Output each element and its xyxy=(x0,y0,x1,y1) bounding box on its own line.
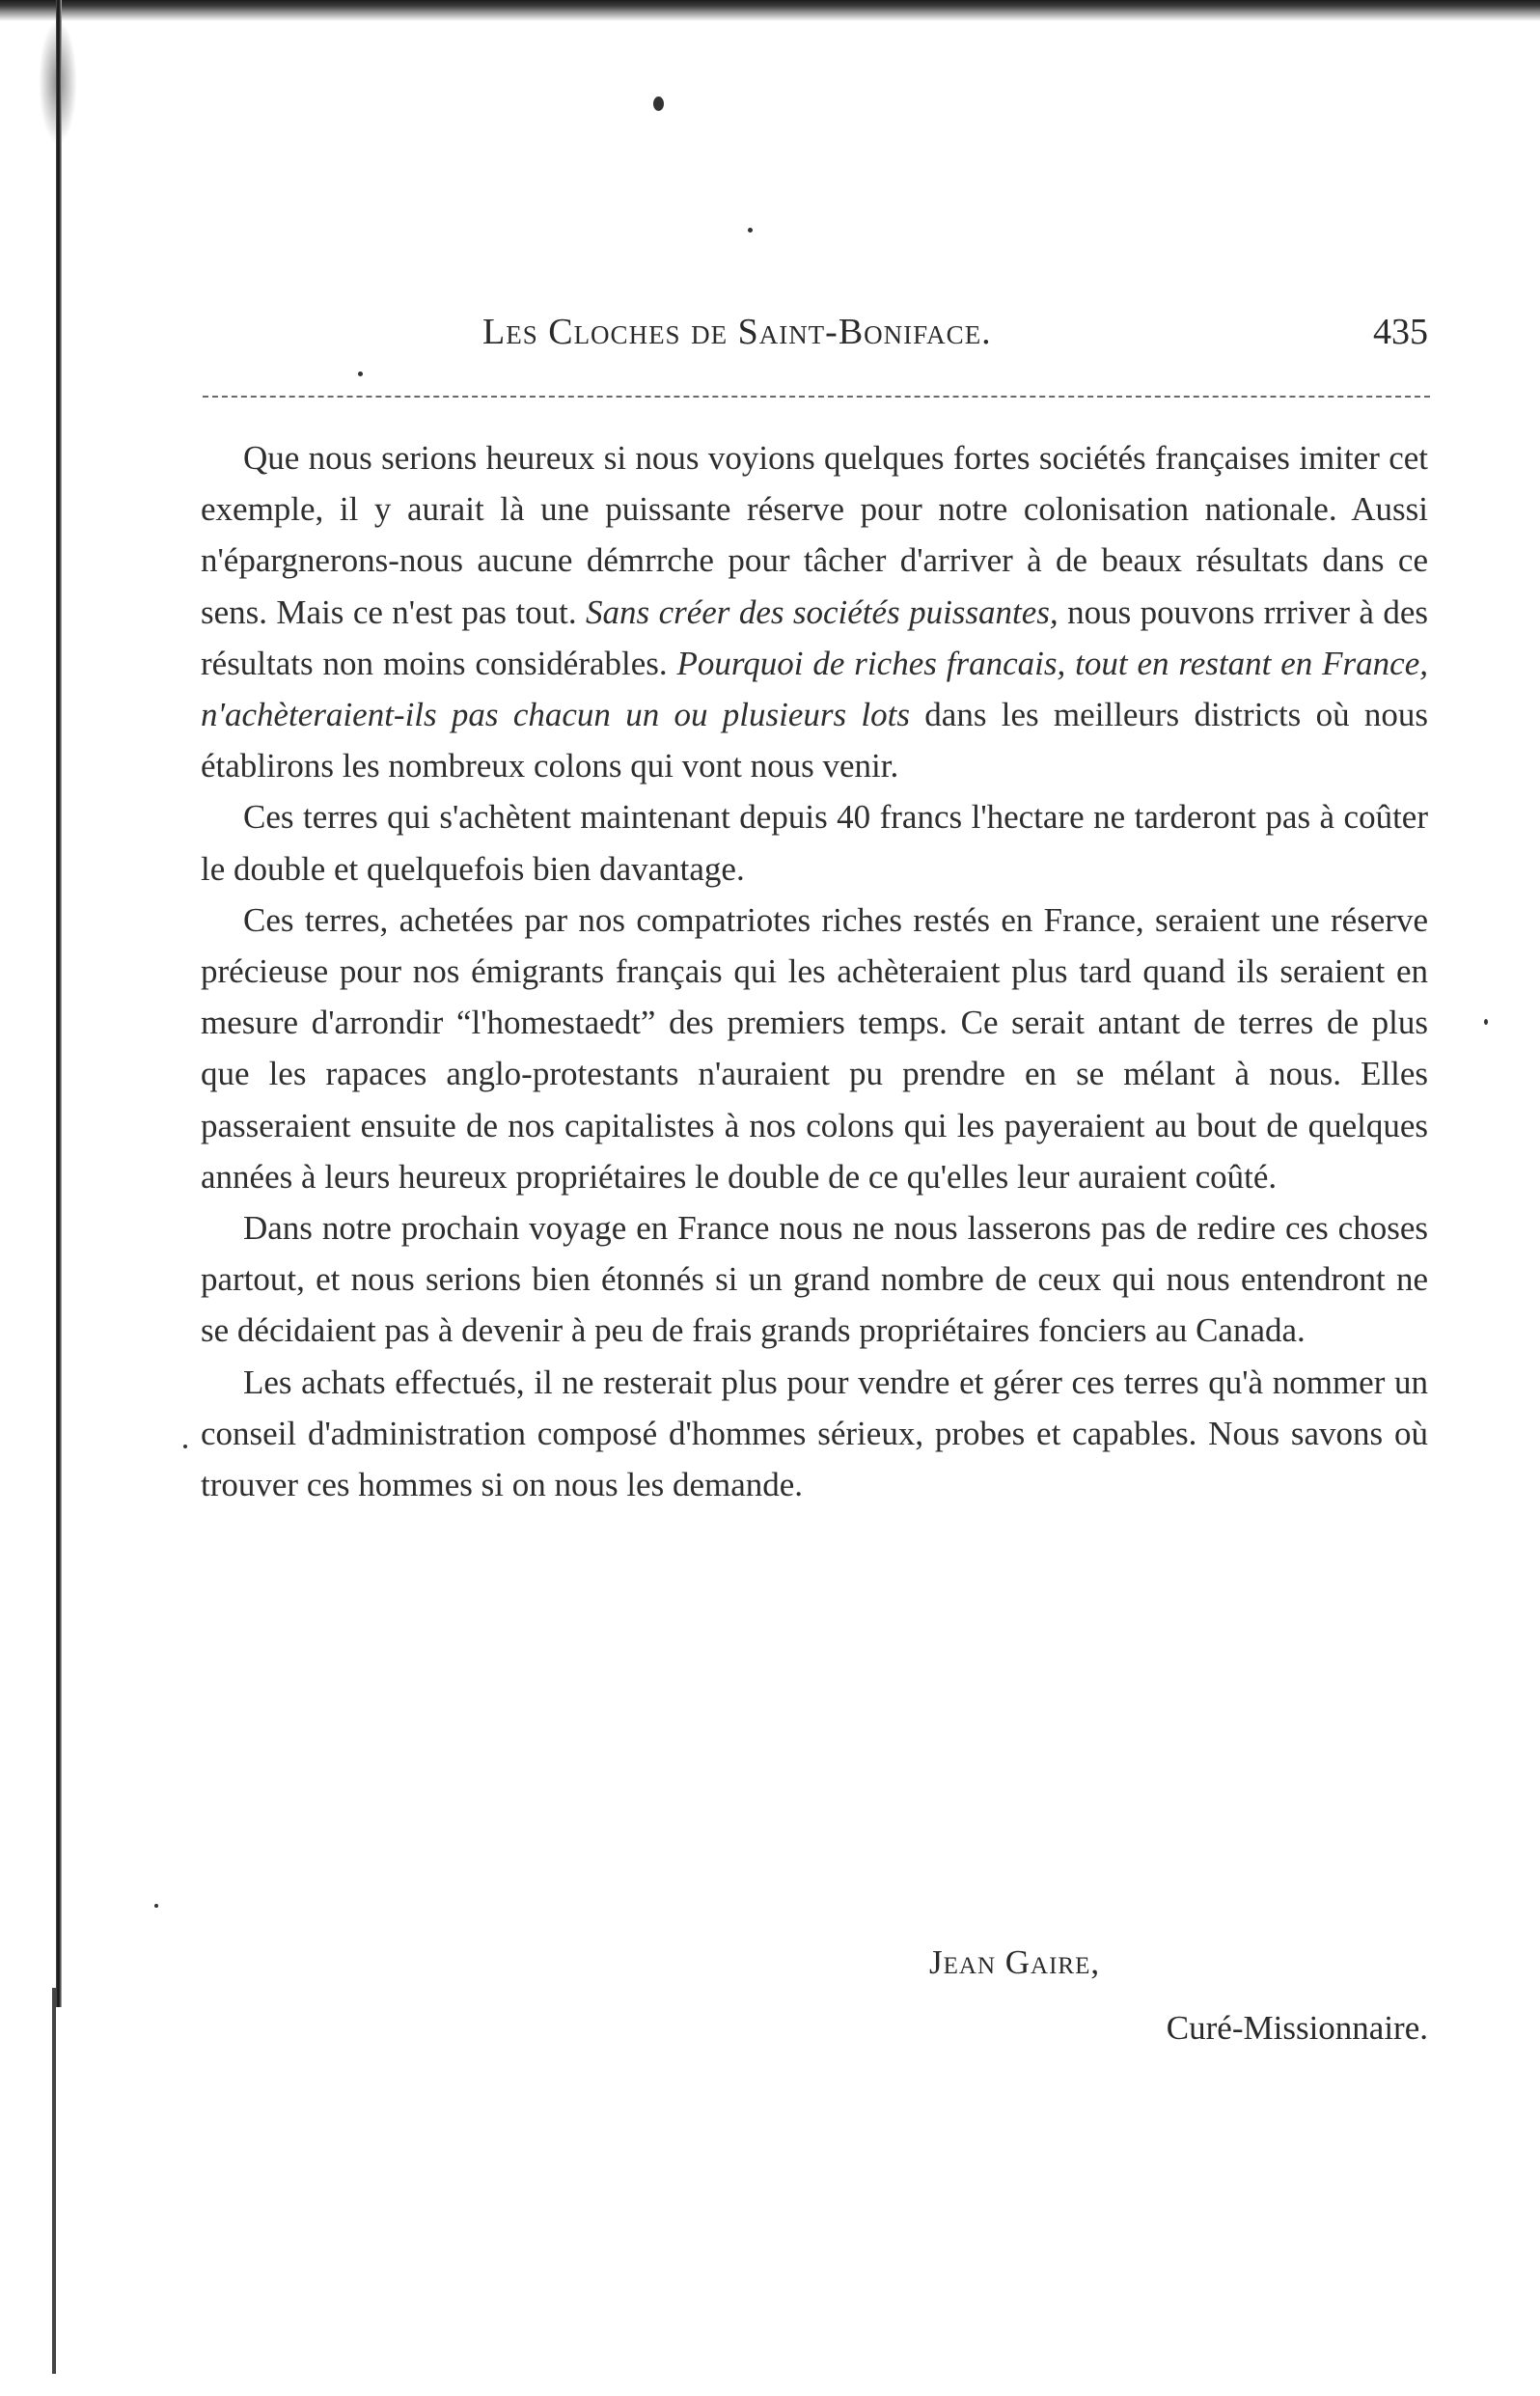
signature-title: Curé-Missionnaire. xyxy=(1166,2009,1428,2047)
paragraph xyxy=(201,1357,1428,1511)
body-text xyxy=(201,432,1428,1510)
signature-name: Jean Gaire, xyxy=(929,1943,1101,1981)
scan-left-edge xyxy=(0,0,77,2396)
paragraph xyxy=(201,791,1428,894)
text-run: Que nous serions heureux si nous voyions quelques fortes sociétés françaises imiter cet exemple, il y aurait là une puissante réserve pour notre colonisation nationale. Aussi n'épargnerons-nous aucune démrrche pour tâcher d'arriver à de beaux résultats dans ce sens. Mais ce n'est pas tout. xyxy=(201,439,1428,631)
scan-speck xyxy=(653,96,664,111)
italic-text-run: Pourquoi de riches francais, tout en restant en France, n'achèteraient-ils pas chacun un ou plusieurs lots xyxy=(201,644,1428,734)
page-number: 435 xyxy=(1373,312,1428,352)
scan-top-edge xyxy=(0,0,1540,21)
binding-shadow-line xyxy=(56,0,62,2007)
text-run: Dans notre prochain voyage en France nous ne nous lasserons pas de redire ces choses partout, et nous serions bien étonnés si un grand nombre de ceux qui nous entendront ne se décidaient pas à devenir à peu de frais grands propriétaires fonciers au Canada. xyxy=(201,1209,1428,1350)
binding-shadow-lower xyxy=(52,1988,56,2374)
text-run: Ces terres, achetées par nos compatriotes riches restés en France, seraient une réserve précieuse pour nos émigrants français qui les achèteraient plus tard quand ils seraient en mesure d'arrondir “l'homestaedt” des premiers temps. Ce serait antant de terres de plus que les rapaces anglo-protestants n'auraient pu prendre en se mélant à nous. Elles passeraient ensuite de nos capitalistes à nos colons qui les payeraient au bout de quelques années à leurs heureux propriétaires le double de ce qu'elles leur auraient coûté. xyxy=(201,900,1428,1196)
scan-speck xyxy=(358,372,363,376)
paragraph xyxy=(201,432,1428,791)
scan-speck xyxy=(154,1904,158,1908)
text-run: dans les meilleurs districts où nous établirons les nombreux colons qui vont nous venir. xyxy=(201,696,1428,785)
paragraph xyxy=(201,895,1428,1202)
italic-text-run: Sans créer des sociétés puissantes, xyxy=(586,592,1059,631)
scan-speck xyxy=(748,228,753,233)
scan-speck xyxy=(1484,1019,1488,1025)
running-title: Les Cloches de Saint-Boniface. xyxy=(482,312,992,352)
text-run: nous pouvons rrriver à des résultats non moins considérables. xyxy=(201,592,1428,682)
text-run: Les achats effectués, il ne resterait plus pour vendre et gérer ces terres qu'à nommer un conseil d'administration composé d'hommes sérieux, probes et capables. Nous savons où trouver ces hommes si on nous les demande. xyxy=(201,1363,1428,1504)
text-run: Ces terres qui s'achètent maintenant depuis 40 francs l'hectare ne tarderont pas à coûter le double et quelquefois bien davantage. xyxy=(201,798,1428,888)
scan-speck xyxy=(183,1445,187,1448)
page-header xyxy=(203,311,1428,361)
header-divider xyxy=(203,396,1430,398)
paragraph xyxy=(201,1202,1428,1357)
